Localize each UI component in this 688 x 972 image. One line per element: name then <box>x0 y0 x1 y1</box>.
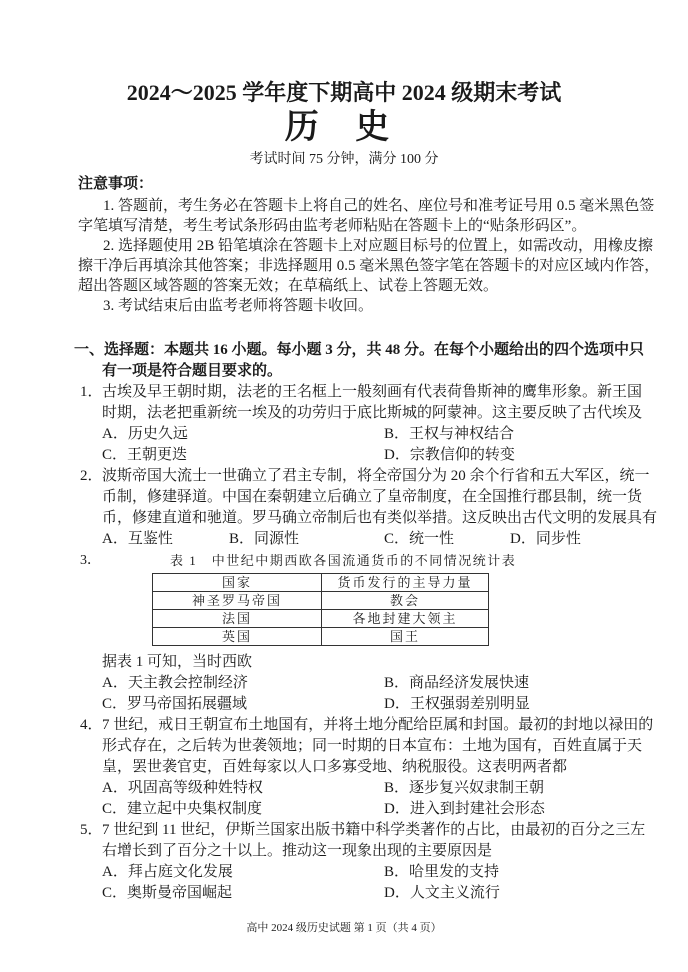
question-text: 皇，罢世袭官吏，百姓每家以人口多寡受地、纳税服役。这表明两者都 <box>102 759 568 775</box>
option-c: C．统一性 <box>384 531 455 547</box>
section-heading: 一、选择题：本题共 16 小题。每小题 3 分，共 48 分。在每个小题给出的四个选项中只 <box>74 342 645 358</box>
question-number: 4． <box>80 717 103 733</box>
question-text: 右增长到了百分之十以上。推动这一现象出现的主要原因是 <box>102 843 493 859</box>
option-c: C．建立起中央集权制度 <box>102 801 263 817</box>
option-a: A．互鉴性 <box>102 531 173 547</box>
table-cell: 英国 <box>153 628 322 646</box>
table-header: 国家 <box>153 574 322 592</box>
option-a: A．天主教会控制经济 <box>102 675 248 691</box>
option-b: B．哈里发的支持 <box>384 864 500 880</box>
option-b: B．逐步复兴奴隶制王朝 <box>384 780 545 796</box>
notice-line: 1. 答题前，考生务必在答题卡上将自己的姓名、座位号和准考证号用 0.5 毫米黑色签 <box>103 198 655 214</box>
question-text: 波斯帝国大流士一世确立了君主专制，将全帝国分为 20 余个行省和五大军区，统一 <box>102 468 650 484</box>
option-d: D．宗教信仰的转变 <box>384 447 515 463</box>
question-number: 5． <box>80 822 103 838</box>
table-cell: 各地封建大领主 <box>322 610 489 628</box>
question-text: 时期，法老把重新统一埃及的功劳归于底比斯城的阿蒙神。这主要反映了古代埃及 <box>102 405 643 421</box>
option-c: C．奥斯曼帝国崛起 <box>102 885 233 901</box>
question-text: 据表 1 可知，当时西欧 <box>102 654 253 670</box>
notice-line: 3. 考试结束后由监考老师将答题卡收回。 <box>103 298 374 314</box>
option-a: A．历史久远 <box>102 426 188 442</box>
option-c: C．王朝更迭 <box>102 447 188 463</box>
table-caption: 表 1 中世纪中期西欧各国流通货币的不同情况统计表 <box>170 553 517 568</box>
notice-line: 超出答题区域答题的答案无效；在草稿纸上、试卷上答题无效。 <box>78 278 499 294</box>
exam-title: 2024～2025 学年度下期高中 2024 级期末考试 <box>126 80 562 105</box>
option-d: D．进入到封建社会形态 <box>384 801 545 817</box>
option-b: B．王权与神权结合 <box>384 426 515 442</box>
question-number: 2． <box>80 468 103 484</box>
question-number: 1． <box>80 384 103 400</box>
question-text: 形式存在，之后转为世袭领地；同一时期的日本宣布：土地为国有，百姓直属于天 <box>102 738 643 754</box>
question-number: 3． <box>80 553 101 568</box>
option-d: D．同步性 <box>510 531 581 547</box>
question-text: 币制，修建驿道。中国在秦朝建立后确立了皇帝制度，在全国推行郡县制，统一货 <box>102 489 643 505</box>
option-a: A．巩固高等级种姓特权 <box>102 780 263 796</box>
exam-meta: 考试时间 75 分钟，满分 100 分 <box>249 152 439 167</box>
notice-line: 2. 选择题使用 2B 铅笔填涂在答题卡上对应题目标号的位置上，如需改动，用橡皮擦 <box>103 238 654 254</box>
notice-line: 字笔填写清楚，考生考试条形码由监考老师粘贴在答题卡上的“贴条形码区”。 <box>78 218 587 234</box>
option-c: C．罗马帝国拓展疆域 <box>102 696 248 712</box>
table-cell: 教会 <box>322 592 489 610</box>
option-d: D．王权强弱差别明显 <box>384 696 530 712</box>
question-text: 古埃及早王朝时期，法老的王名框上一般刻画有代表荷鲁斯神的鹰隼形象。新王国 <box>102 384 643 400</box>
table-row <box>153 610 489 628</box>
table-row <box>153 628 489 646</box>
table-header-row <box>153 574 489 592</box>
table-cell: 法国 <box>153 610 322 628</box>
question-text: 7 世纪，戒日王朝宣布土地国有，并将土地分配给臣属和封国。最初的封地以禄田的 <box>102 717 654 733</box>
section-heading: 有一项是符合题目要求的。 <box>102 363 283 379</box>
option-b: B．同源性 <box>229 531 300 547</box>
option-a: A．拜占庭文化发展 <box>102 864 233 880</box>
table-cell: 国王 <box>322 628 489 646</box>
subject-title: 历 史 <box>284 109 404 146</box>
option-b: B．商品经济发展快速 <box>384 675 530 691</box>
page-footer: 高中 2024 级历史试题 第 1 页（共 4 页） <box>246 922 442 934</box>
notice-heading: 注意事项： <box>78 176 154 192</box>
table-cell: 神圣罗马帝国 <box>153 592 322 610</box>
question-text: 币，修建直道和驰道。罗马确立帝制后也有类似举措。这反映出古代文明的发展具有 <box>102 510 658 526</box>
question-text: 7 世纪到 11 世纪，伊斯兰国家出版书籍中科学类著作的占比，由最初的百分之三左 <box>102 822 646 838</box>
table-header: 货币发行的主导力量 <box>322 574 489 592</box>
notice-line: 擦干净后再填涂其他答案；非选择题用 0.5 毫米黑色签字笔在答题卡的对应区域内作答， <box>78 258 660 274</box>
table-row <box>153 592 489 610</box>
currency-table <box>152 573 489 646</box>
option-d: D．人文主义流行 <box>384 885 500 901</box>
